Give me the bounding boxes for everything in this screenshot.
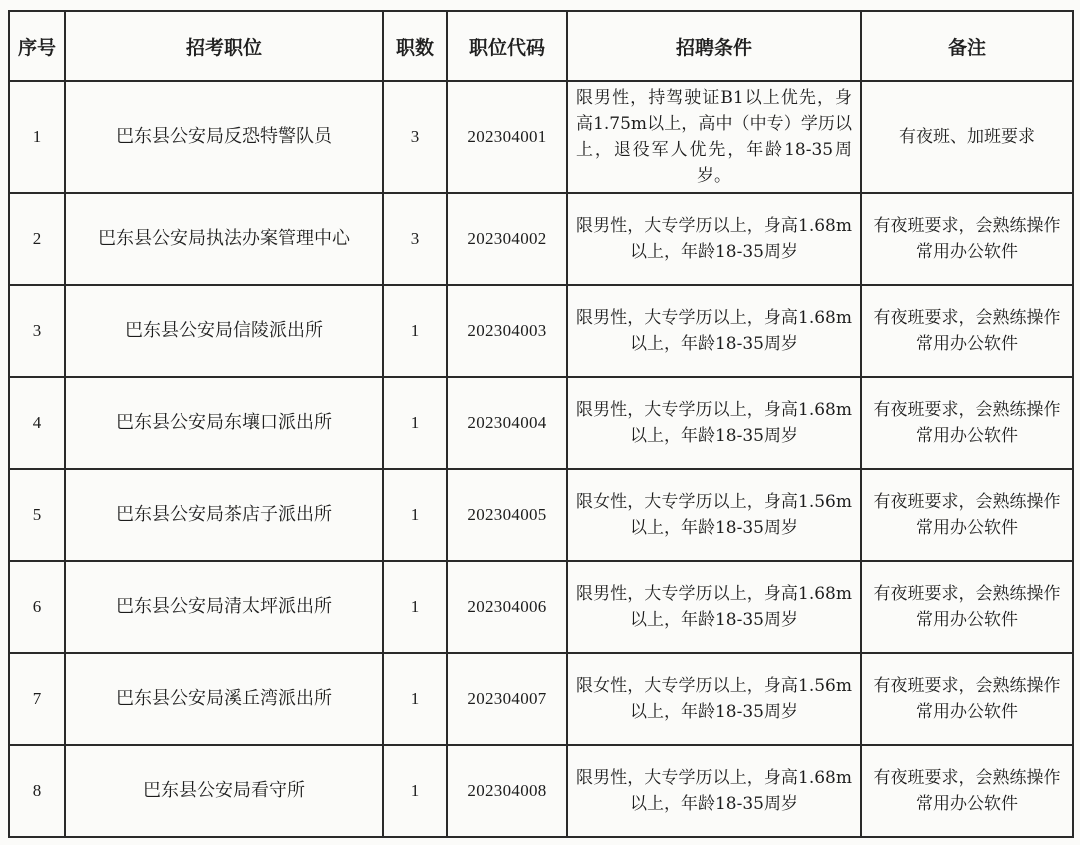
cell-position: 巴东县公安局清太坪派出所 (65, 561, 383, 653)
cell-conditions: 限男性，大专学历以上，身高1.68m以上，年龄18-35周岁 (567, 561, 861, 653)
cell-position: 巴东县公安局反恐特警队员 (65, 81, 383, 193)
cell-code: 202304004 (447, 377, 567, 469)
cell-count: 1 (383, 561, 447, 653)
cell-seq: 3 (9, 285, 65, 377)
cell-notes: 有夜班要求，会熟练操作常用办公软件 (861, 469, 1073, 561)
cell-conditions: 限男性，大专学历以上，身高1.68m以上，年龄18-35周岁 (567, 745, 861, 837)
cell-count: 3 (383, 81, 447, 193)
table-row (9, 561, 1073, 653)
cell-seq: 8 (9, 745, 65, 837)
cell-count: 3 (383, 193, 447, 285)
cell-code: 202304006 (447, 561, 567, 653)
cell-code: 202304005 (447, 469, 567, 561)
cell-count: 1 (383, 285, 447, 377)
cell-code: 202304008 (447, 745, 567, 837)
header-notes: 备注 (861, 11, 1073, 81)
cell-conditions: 限男性，大专学历以上，身高1.68m以上，年龄18-35周岁 (567, 377, 861, 469)
cell-position: 巴东县公安局溪丘湾派出所 (65, 653, 383, 745)
cell-seq: 5 (9, 469, 65, 561)
cell-notes: 有夜班要求，会熟练操作常用办公软件 (861, 377, 1073, 469)
cell-position: 巴东县公安局信陵派出所 (65, 285, 383, 377)
table-row (9, 653, 1073, 745)
cell-code: 202304007 (447, 653, 567, 745)
cell-conditions: 限女性，大专学历以上，身高1.56m以上，年龄18-35周岁 (567, 469, 861, 561)
cell-count: 1 (383, 653, 447, 745)
cell-position: 巴东县公安局东壤口派出所 (65, 377, 383, 469)
cell-count: 1 (383, 377, 447, 469)
cell-count: 1 (383, 469, 447, 561)
cell-notes: 有夜班要求，会熟练操作常用办公软件 (861, 561, 1073, 653)
cell-code: 202304002 (447, 193, 567, 285)
header-seq: 序号 (9, 11, 65, 81)
cell-seq: 1 (9, 81, 65, 193)
cell-notes: 有夜班要求，会熟练操作常用办公软件 (861, 193, 1073, 285)
cell-conditions: 限男性，大专学历以上，身高1.68m以上，年龄18-35周岁 (567, 193, 861, 285)
cell-conditions: 限男性，大专学历以上，身高1.68m以上，年龄18-35周岁 (567, 285, 861, 377)
cell-notes: 有夜班要求，会熟练操作常用办公软件 (861, 653, 1073, 745)
cell-notes: 有夜班要求，会熟练操作常用办公软件 (861, 745, 1073, 837)
cell-conditions: 限女性，大专学历以上，身高1.56m以上，年龄18-35周岁 (567, 653, 861, 745)
table-row (9, 193, 1073, 285)
cell-code: 202304001 (447, 81, 567, 193)
cell-notes: 有夜班、加班要求 (861, 81, 1073, 193)
cell-conditions: 限男性，持驾驶证B1以上优先，身高1.75m以上，高中（中专）学历以上，退役军人优先，年龄18-35周岁。 (567, 81, 861, 193)
cell-seq: 6 (9, 561, 65, 653)
cell-notes: 有夜班要求，会熟练操作常用办公软件 (861, 285, 1073, 377)
cell-count: 1 (383, 745, 447, 837)
cell-code: 202304003 (447, 285, 567, 377)
cell-position: 巴东县公安局执法办案管理中心 (65, 193, 383, 285)
cell-position: 巴东县公安局看守所 (65, 745, 383, 837)
table-row (9, 285, 1073, 377)
cell-position: 巴东县公安局茶店子派出所 (65, 469, 383, 561)
cell-seq: 7 (9, 653, 65, 745)
cell-seq: 2 (9, 193, 65, 285)
header-conditions: 招聘条件 (567, 11, 861, 81)
cell-seq: 4 (9, 377, 65, 469)
header-code: 职位代码 (447, 11, 567, 81)
table-row (9, 745, 1073, 837)
recruitment-table (8, 10, 1074, 838)
header-position: 招考职位 (65, 11, 383, 81)
table-row (9, 377, 1073, 469)
table-row (9, 81, 1073, 193)
table-row (9, 469, 1073, 561)
recruitment-table-container (8, 10, 1072, 836)
header-count: 职数 (383, 11, 447, 81)
table-header-row (9, 11, 1073, 81)
